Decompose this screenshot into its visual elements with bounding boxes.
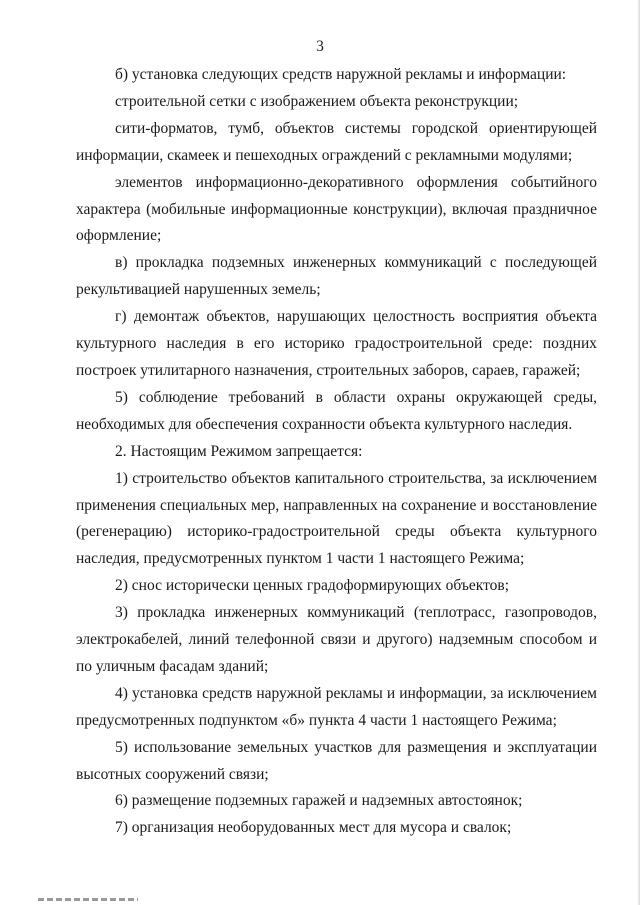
paragraph: 3) прокладка инженерных коммуникаций (теплотрасс, газопроводов, электрокабелей, линий телефонной связи и другого) надземным способом и по уличным фасадам зданий; (76, 604, 597, 675)
paragraph: 6) размещение подземных гаражей и надземных автостоянок; (115, 792, 523, 810)
paragraph: г) демонтаж объектов, нарушающих целостность восприятия объекта культурного наследия в его историко градостроительной среде: поздних построек утилитарного назначения, строительных заборов, сараев, гаражей; (76, 308, 597, 379)
footer-mark (38, 898, 138, 901)
paragraph: 7) организация необорудованных мест для мусора и свалок; (115, 819, 512, 837)
paragraph: 2. Настоящим Режимом запрещается: (115, 442, 363, 460)
paragraph: б) установка следующих средств наружной рекламы и информации: (115, 66, 567, 83)
paragraph: 2) снос исторически ценных градоформирующих объектов; (115, 577, 510, 595)
paragraph: 4) установка средств наружной рекламы и информации, за исключением предусмотренных подпунктом «б» пункта 4 части 1 настоящего Режима; (76, 684, 597, 729)
paragraph: 5) соблюдение требований в области охраны окружающей среды, необходимых для обеспечения сохранности объекта культурного наследия. (76, 388, 597, 433)
paragraph: элементов информационно-декоративного оформления событийного характера (мобильные информационные конструкции), включая праздничное оформление; (76, 173, 597, 245)
paragraph: строительной сетки с изображением объекта реконструкции; (115, 92, 519, 110)
paragraph: в) прокладка подземных инженерных коммуникаций с последующей рекультивацией нарушенных земель; (76, 254, 597, 299)
page-number: 3 (316, 38, 324, 55)
document-body (76, 62, 597, 842)
paragraph: сити-форматов, тумб, объектов системы городской ориентирующей информации, скамеек и пешеходных ограждений с рекламными модулями; (76, 119, 597, 164)
paragraph: 1) строительство объектов капитального строительства, за исключением применения специальных мер, направленных на сохранение и восстановление (регенерацию) историко-градостроительной среды объекта культурного наследия, предусмотренных пунктом 1 части 1 настоящего Режима; (76, 469, 597, 568)
paragraph: 5) использование земельных участков для размещения и эксплуатации высотных сооружений связи; (76, 738, 597, 783)
